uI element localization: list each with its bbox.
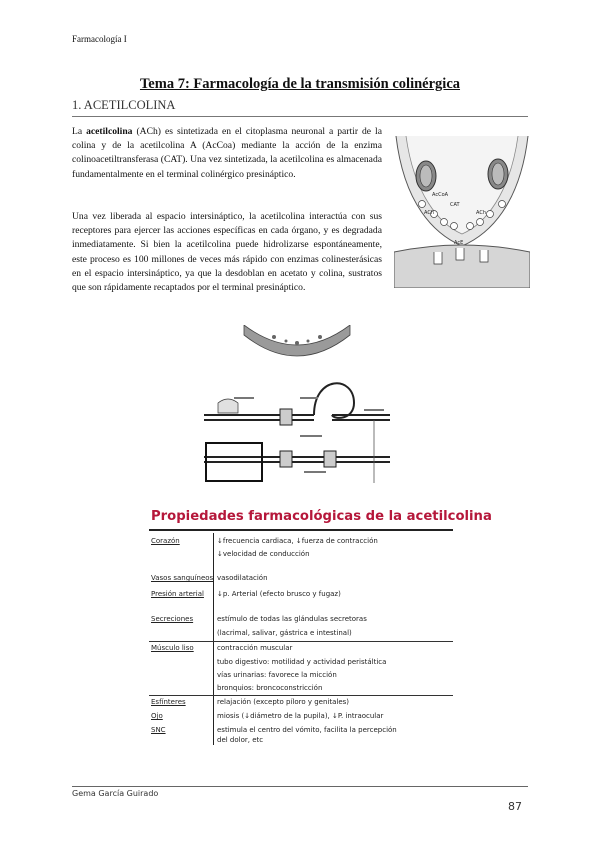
table-rule xyxy=(149,695,453,696)
page-number: 87 xyxy=(508,800,522,813)
table-title: Propiedades farmacológicas de la acetilcolina xyxy=(151,509,492,524)
row-label-snc: SNC xyxy=(151,726,166,734)
figure1-label-ach-left: ACh xyxy=(424,210,434,216)
row-label-ojo: Ojo xyxy=(151,712,163,720)
section-rule xyxy=(72,116,528,117)
row-text: (lacrimal, salivar, gástrica e intestinal) xyxy=(217,629,352,637)
figure1-label-ach-right: ACh xyxy=(476,210,486,216)
row-text: contracción muscular xyxy=(217,644,293,652)
table-title-rule xyxy=(149,529,453,531)
table-rule xyxy=(149,641,453,642)
table-column-divider xyxy=(213,533,214,745)
synapse-terminal-figure xyxy=(394,134,530,288)
row-text: relajación (excepto píloro y genitales) xyxy=(217,698,350,706)
footer-author: Gema García Guirado xyxy=(72,789,159,798)
row-label-musculo: Músculo liso xyxy=(151,644,194,652)
footer-rule xyxy=(72,786,528,787)
row-text: ↓p. Arterial (efecto brusco y fugaz) xyxy=(217,590,341,598)
row-text: miosis (↓diámetro de la pupila), ↓P. intraocular xyxy=(217,712,384,720)
header-course: Farmacología I xyxy=(72,34,127,44)
section-heading: 1. ACETILCOLINA xyxy=(72,98,176,112)
row-label-esfinteres: Esfínteres xyxy=(151,698,186,706)
paragraph-1-after: (ACh) es sintetizada en el citoplasma neuronal a partir de la colina y de la acetilcolina A (AcCoa) mediante la acción de la enzima colinoacetiltransferasa (CAT). Una vez sintetizada, la acetilcolina es almacenada fundamentalmente en el terminal colinérgico presináptico. xyxy=(72,126,382,180)
ion-channel-figure xyxy=(204,325,390,483)
row-text: vías urinarias: favorece la micción xyxy=(217,671,337,679)
properties-table xyxy=(145,505,492,750)
row-text: estímulo de todas las glándulas secretoras xyxy=(217,615,367,623)
row-text: bronquios: broncoconstricción xyxy=(217,684,323,692)
row-text: del dolor, etc xyxy=(217,736,264,744)
row-label-presion: Presión arterial xyxy=(151,590,204,598)
row-label-vasos: Vasos sanguíneos xyxy=(151,574,214,582)
page-title: Tema 7: Farmacología de la transmisión colinérgica xyxy=(139,76,461,92)
row-text: estimula el centro del vómito, facilita la percepción xyxy=(217,726,397,734)
figure1-label-cat: CAT xyxy=(450,202,460,208)
paragraph-1 xyxy=(72,125,382,182)
paragraph-1-bold: acetilcolina xyxy=(86,126,133,137)
row-text: tubo digestivo: motilidad y actividad peristáltica xyxy=(217,658,387,666)
figure1-label-ace: AcE xyxy=(454,240,464,246)
paragraph-2: Una vez liberada al espacio intersináptico, la acetilcolina interactúa con sus receptores para ejercer las acciones específicas en cada órgano, y es degradada inmediatamente. Si bien la acetilcolina puede hidrolizarse espontáneamente, este proceso es 100 millones de veces más rápido con enzimas colinesterásicas en el espacio intersináptico, ya que la desdoblan en acetato y colina, sustratos que son rápidamente recaptados por el terminal presináptico. xyxy=(72,211,382,294)
row-text: ↓frecuencia cardiaca, ↓fuerza de contracción xyxy=(217,537,378,545)
row-text: vasodilatación xyxy=(217,574,268,582)
row-text: ↓velocidad de conducción xyxy=(217,550,310,558)
figure1-label-accoa: AcCoA xyxy=(432,192,449,198)
paragraph-1-before: La xyxy=(72,126,87,137)
row-label-corazon: Corazón xyxy=(151,537,180,545)
row-label-secreciones: Secreciones xyxy=(151,615,194,623)
